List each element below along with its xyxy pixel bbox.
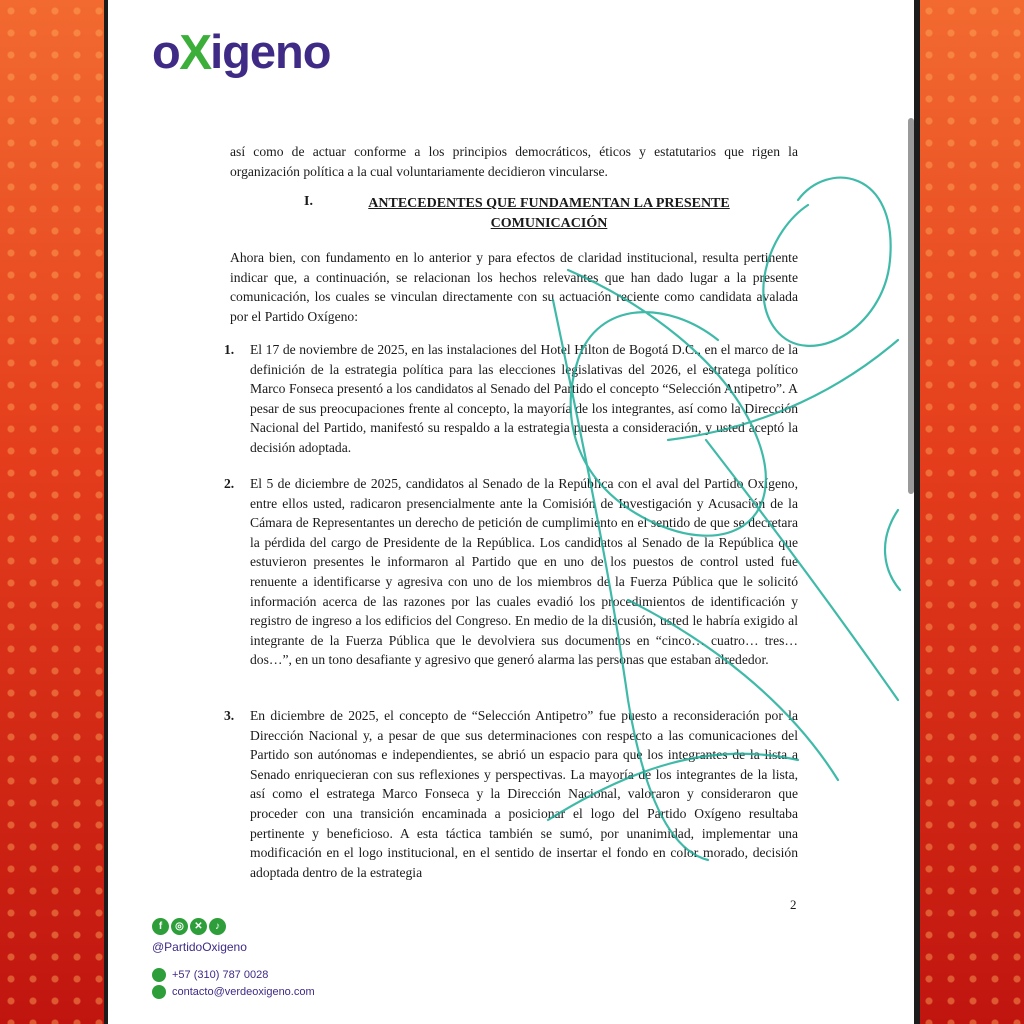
list-item [224,706,798,882]
document-page [108,0,914,1024]
email-row [152,985,315,999]
left-background-pattern [0,0,104,1024]
email-icon [152,985,166,999]
item-number: 1. [224,342,235,357]
phone-row [152,968,268,982]
intro-paragraph: así como de actuar conforme a los principios democráticos, éticos y estatutarios que rigen la organización política a la cual voluntariamente decidieron vincularse. [230,144,798,179]
social-handle[interactable]: @PartidoOxigeno [152,940,247,954]
list-item [224,474,798,670]
scrollbar[interactable] [908,118,914,494]
logo-x-figure: X [178,23,211,80]
lead-paragraph: Ahora bien, con fundamento en lo anterior y para efectos de claridad institucional, resulta pertinente indicar que, a continuación, se relacionan los hechos relevantes que han dado lugar a la presente comunicación, los cuales se vinculan directamente con su actuación reciente como candidata avalada por el Partido Oxígeno: [230,250,798,324]
item-text: El 17 de noviembre de 2025, en las instalaciones del Hotel Hilton de Bogotá D.C., en el marco de la definición de la estrategia política para las elecciones legislativas del 2026, el estratega político Marco Fonseca presentó a los candidatos al Senado del Partido el concepto “Selección Antipetro”. A pesar de sus preocupaciones frente al concepto, la mayoría de los integrantes, así como la Dirección Nacional del Partido, manifestó su respaldo a la estrategia puesta a consideración, y usted aceptó la decisión adoptada. [250,342,798,455]
page-number: 2 [790,897,797,912]
facebook-icon[interactable]: f [152,918,169,935]
logo-prefix: o [152,25,180,78]
whatsapp-icon [152,968,166,982]
instagram-icon[interactable]: ◎ [171,918,188,935]
phone-number[interactable]: +57 (310) 787 0028 [172,969,269,981]
list-item [224,340,798,458]
social-icons-row [152,918,226,935]
oxigeno-logo [152,22,330,82]
section-title: ANTECEDENTES QUE FUNDAMENTAN LA PRESENTE COMUNICACIÓN [368,196,730,231]
right-background-pattern [918,0,1024,1024]
tiktok-icon[interactable]: ♪ [209,918,226,935]
item-text: El 5 de diciembre de 2025, candidatos al Senado de la República con el aval del Partido Oxígeno, entre ellos usted, radicaron presencialmente ante la Comisión de Investigación y Acusación de la Cámara de Representantes un derecho de petición de cumplimiento en el sentido de que se decretara la pérdida del cargo de Presidente de la República. Los candidatos al Senado de la República que estuvieron presentes le informaron al Partido que en uno de los puestos de control usted fue renuente a identificarse y agresiva con uno de los miembros de la Fuerza Pública que le solicitó información acerca de las razones por las cuales evadió los procedimientos de identificación y registro de ingreso a los edificios del Congreso. En medio de la discusión, usted le habría exigido al integrante de la Fuerza Pública que le devolviera sus documentos en “cinco… cuatro… tres… dos…”, en un tono desafiante y agresivo que generó alarma las personas que estaban alrededor. [250,476,798,668]
section-number: I. [304,194,313,209]
item-number: 2. [224,476,235,491]
email-address[interactable]: contacto@verdeoxigeno.com [172,986,315,998]
x-icon[interactable]: ✕ [190,918,207,935]
logo-suffix: igeno [210,25,331,78]
item-number: 3. [224,708,235,723]
item-text: En diciembre de 2025, el concepto de “Selección Antipetro” fue puesto a reconsideración por la Dirección Nacional y, a pesar de que sus determinaciones con respecto a las comunicaciones del Partido son autónomas e independientes, se abrió un espacio para que los integrantes de la lista a Senado enriquecieran con sus reflexiones y perspectivas. La mayoría de los integrantes de la lista, así como el estratega Marco Fonseca y la Dirección Nacional, valoraron y consideraron que proceder con una transición encaminada a posicionar el logo del Partido Oxígeno resultaba pertinente y beneficioso. A esta táctica también se sumó, por unanimidad, implementar una modificación en el logo institucional, en el sentido de insertar el fondo en color morado, decisión adoptada dentro de la estrategia [250,708,798,880]
